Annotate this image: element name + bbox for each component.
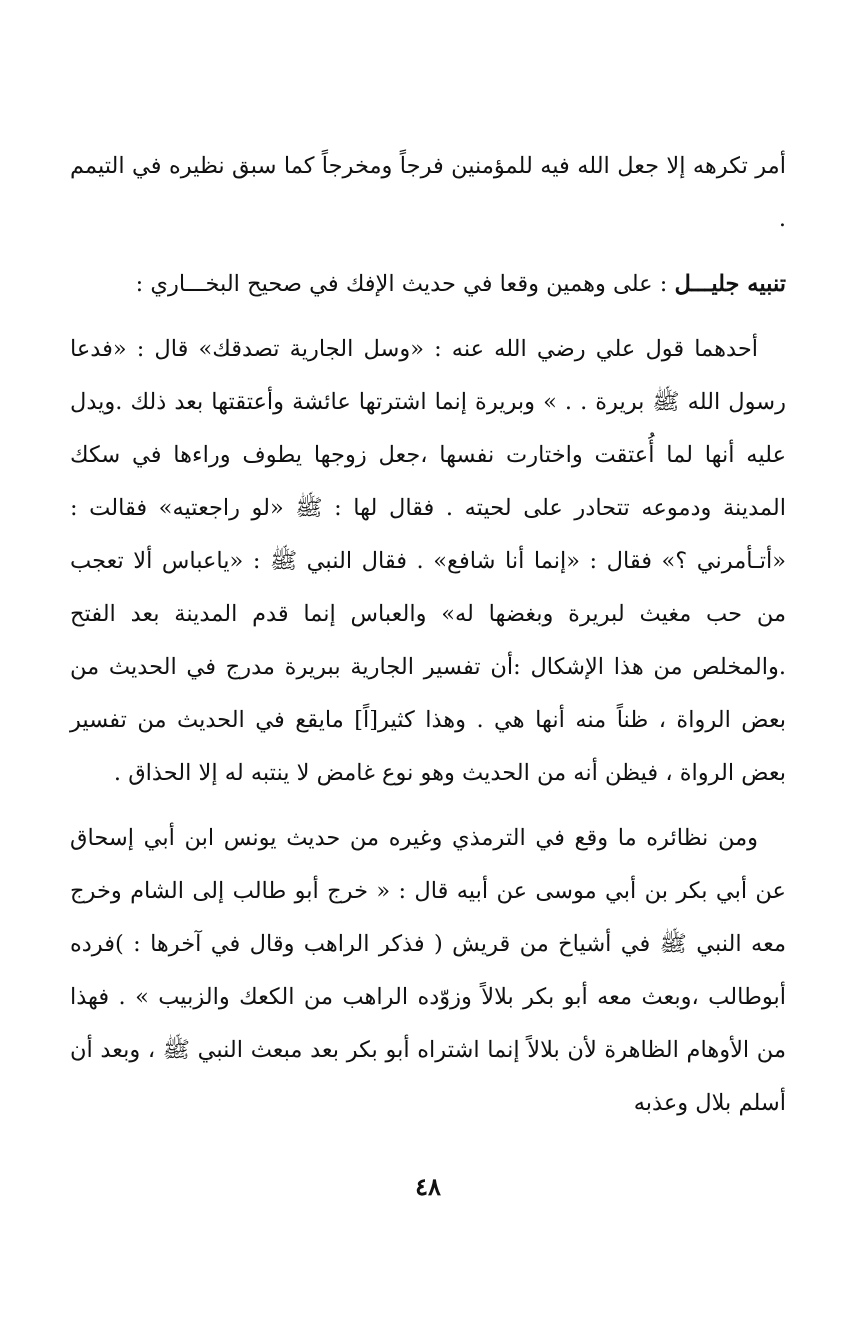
paragraph-4: ومن نظائره ما وقع في الترمذي وغيره من حديث يونس ابن أبي إسحاق عن أبي بكر بن أبي موسى عن أبيه قال : « خرج أبو طالب إلى الشام وخرج معه النبي ﷺ في أشياخ من قريش ( فذكر الراهب وقال في آخرها : )فرده أبوطالب ،وبعث معه أبو بكر بلالاً وزوّده الراهب من الكعك والزبيب » . فهذا من الأوهام الظاهرة لأن بلالاً إنما اشتراه أبو بكر بعد مبعث النبي ﷺ ، وبعد أن أسلم بلال وعذبه	[70, 825, 786, 1116]
paragraph-3: أحدهما قول علي رضي الله عنه : «وسل الجارية تصدقك» قال : «فدعا رسول الله ﷺ بريرة . . » وبريرة إنما اشترتها عائشة وأعتقتها بعد ذلك .ويدل عليه أنها لما أُعتقت واختارت نفسها ،جعل زوجها يطوف وراءها في سكك المدينة ودموعه تتحادر على لحيته . فقال لها : ﷺ «لو راجعتيه» فقالت : «أتـأمرني ؟» فقال : «إنما أنا شافع» . فقال النبي ﷺ : «ياعباس ألا تعجب من حب مغيث لبريرة وبغضها له» والعباس إنما قدم المدينة بعد الفتح .والمخلص من هذا الإشكال :أن تفسير الجارية ببريرة مدرج في الحديث من بعض الرواة ، ظناً منه أنها هي . وهذا كثير[اً] مايقع في الحديث من تفسير بعض الرواة ، فيظن أنه من الحديث وهو نوع غامض لا ينتبه له إلا الحذاق .	[70, 336, 786, 786]
paragraph-1: أمر تكرهه إلا جعل الله فيه للمؤمنين فرجاً ومخرجاً كما سبق نظيره في التيمم .	[70, 153, 786, 232]
note-heading-text: : على وهمين وقعا في حديث الإفك في صحيح البخـــاري :	[135, 271, 675, 297]
note-heading: تنبيه جليـــل	[674, 271, 786, 297]
paragraph-2	[70, 258, 786, 311]
page-number: ٤٨	[415, 1172, 441, 1201]
body-text	[70, 140, 786, 1130]
